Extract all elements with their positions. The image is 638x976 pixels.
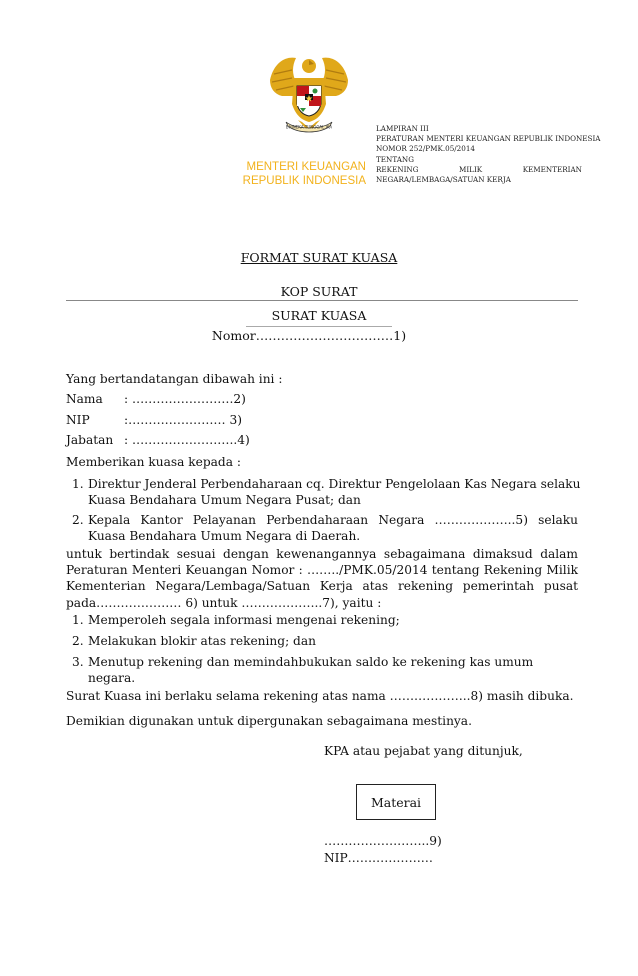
action-line: Memperoleh segala informasi mengenai rekening; bbox=[88, 613, 400, 627]
action-line: Menutup rekening dan memindahbukukan saldo ke rekening kas umum bbox=[88, 655, 534, 669]
action-number: 2. bbox=[72, 634, 84, 648]
action-item bbox=[66, 633, 578, 651]
signatory-title: KPA atau pejabat yang ditunjuk, bbox=[324, 744, 523, 758]
recipient-number: 2. bbox=[72, 513, 84, 527]
attachment-word-rekening: REKENING bbox=[376, 164, 419, 174]
materai-label: Materai bbox=[370, 794, 422, 810]
recipient-line: Kepala Kantor Pelayanan Perbendaharaan Negara ………………..5) selaku bbox=[88, 513, 578, 527]
action-number: 3. bbox=[72, 655, 84, 669]
purpose-line: untuk bertindak sesuai dengan kewenangannya sebagaimana dimaksud dalam bbox=[66, 547, 578, 561]
action-line: Melakukan blokir atas rekening; dan bbox=[88, 634, 316, 648]
field-label-nama: Nama bbox=[66, 392, 103, 406]
signatory-name: ……………………..9) bbox=[324, 834, 442, 848]
recipient-line: Kuasa Bendahara Umum Negara di Daerah. bbox=[88, 529, 361, 544]
attachment-reference bbox=[376, 124, 601, 185]
recipient-number: 1. bbox=[72, 477, 84, 491]
action-item bbox=[66, 612, 578, 630]
field-label-nip: NIP bbox=[66, 413, 90, 427]
field-value-nama: : …………………….2) bbox=[124, 392, 246, 406]
action-number: 1. bbox=[72, 613, 84, 627]
attachment-line-4: TENTANG bbox=[376, 154, 414, 164]
purpose-line: Kementerian Negara/Lembaga/Satuan Kerja atas rekening pemerintah pusat bbox=[66, 579, 578, 594]
kop-surat: KOP SURAT bbox=[280, 284, 358, 299]
action-line: negara. bbox=[88, 671, 136, 686]
intro-text: Yang bertandatangan dibawah ini : bbox=[66, 372, 283, 386]
closing-text: Demikian digunakan untuk dipergunakan sebagaimana mestinya. bbox=[66, 714, 472, 728]
field-label-jabatan: Jabatan bbox=[66, 433, 114, 447]
recipient-line: Direktur Jenderal Perbendaharaan cq. Direktur Pengelolaan Kas Negara selaku bbox=[88, 477, 581, 491]
purpose-line: Peraturan Menteri Keuangan Nomor : ……../PMK.05/2014 tentang Rekening Milik bbox=[66, 563, 578, 578]
kop-divider bbox=[66, 300, 578, 301]
signatory-nip: NIP………………… bbox=[324, 851, 433, 865]
recipient-line: Kuasa Bendahara Umum Negara Pusat; dan bbox=[88, 493, 361, 508]
attachment-line-6: NEGARA/LEMBAGA/SATUAN KERJA bbox=[376, 175, 511, 185]
attachment-line-3: NOMOR 252/PMK.05/2014 bbox=[376, 144, 475, 154]
ministry-name bbox=[232, 160, 366, 188]
svg-text:BHINEKA TUNGGAL IKA: BHINEKA TUNGGAL IKA bbox=[285, 124, 333, 130]
title-underline bbox=[246, 326, 392, 327]
attachment-word-milik: MILIK bbox=[458, 164, 483, 174]
action-item bbox=[66, 654, 578, 688]
validity-text: Surat Kuasa ini berlaku selama rekening atas nama ………………..8) masih dibuka. bbox=[66, 689, 574, 703]
recipient-item bbox=[66, 476, 581, 510]
attachment-word-kementerian: KEMENTERIAN bbox=[522, 164, 582, 174]
purpose-paragraph bbox=[66, 546, 578, 611]
attachment-line-5 bbox=[376, 165, 582, 175]
garuda-emblem-icon bbox=[262, 52, 356, 144]
letter-number: Nomor……………………………1) bbox=[211, 328, 407, 343]
attachment-line-1: LAMPIRAN III bbox=[376, 124, 429, 133]
ministry-line-1: MENTERI KEUANGAN bbox=[246, 161, 366, 173]
purpose-line: pada………………… 6) untuk ………………..7), yaitu : bbox=[66, 595, 382, 610]
field-value-nip: :…………………… 3) bbox=[124, 413, 242, 427]
field-value-jabatan: : ……………………..4) bbox=[124, 433, 250, 447]
letter-title: SURAT KUASA bbox=[271, 308, 367, 323]
ministry-line-2: REPUBLIK INDONESIA bbox=[242, 175, 366, 187]
materai-stamp-box bbox=[356, 784, 436, 820]
grant-text: Memberikan kuasa kepada : bbox=[66, 455, 241, 469]
format-title: FORMAT SURAT KUASA bbox=[240, 250, 398, 265]
attachment-line-2: PERATURAN MENTERI KEUANGAN REPUBLIK INDONESIA bbox=[376, 134, 601, 144]
recipient-item bbox=[66, 512, 578, 546]
